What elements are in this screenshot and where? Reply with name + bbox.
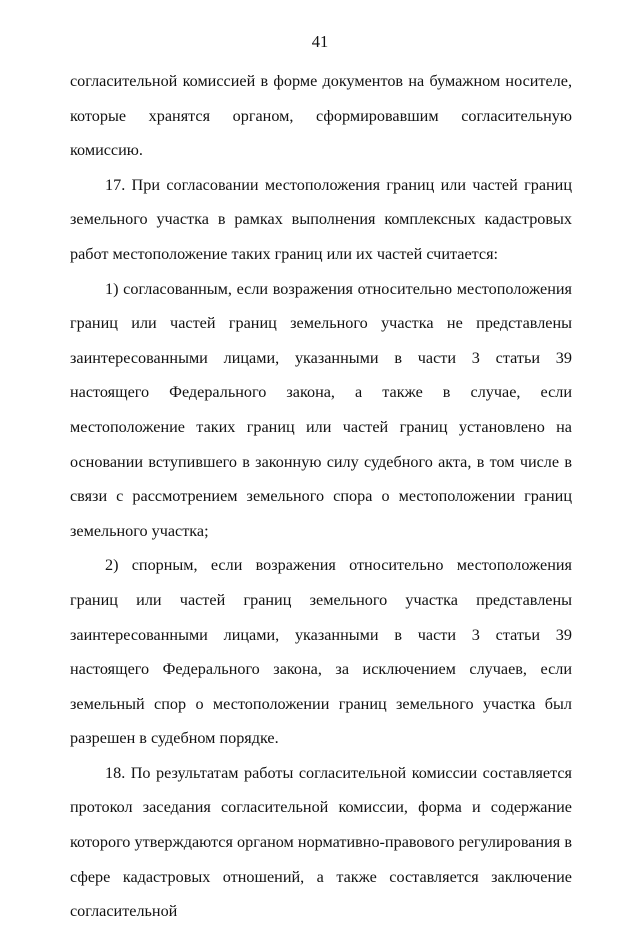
- page-number: 41: [311, 32, 329, 51]
- paragraph-subitem-1: 1) согласованным, если возражения относительно местоположения границ или частей границ земельного участка не представлены заинтересованными лицами, указанными в части 3 статьи 39 настоящего Федерального закона, а также в случае, если местоположение таких границ или частей границ установлено на основании вступившего в законную силу судебного акта, в том числе в связи с рассмотрением земельного спора о местоположении границ земельного участка;: [70, 279, 572, 540]
- paragraph-subitem-2: 2) спорным, если возражения относительно местоположения границ или частей границ земельного участка представлены заинтересованными лицами, указанными в части 3 статьи 39 настоящего Федерального закона, за исключением случаев, если земельный спор о местоположении границ земельного участка был разрешен в судебном порядке.: [70, 556, 572, 748]
- document-body: [70, 64, 572, 929]
- paragraph-item-17: 17. При согласовании местоположения границ или частей границ земельного участка в рамках выполнения комплексных кадастровых работ местоположение таких границ или их частей считается:: [70, 175, 572, 263]
- paragraph-item-18: 18. По результатам работы согласительной комиссии составляется протокол заседания согласительной комиссии, форма и содержание которого утверждаются органом нормативно-правового регулирования в сфере кадастровых отношений, а также составляется заключение согласительной: [70, 763, 572, 921]
- paragraph-continuation: согласительной комиссией в форме документов на бумажном носителе, которые хранятся органом, сформировавшим согласительную комиссию.: [70, 72, 572, 160]
